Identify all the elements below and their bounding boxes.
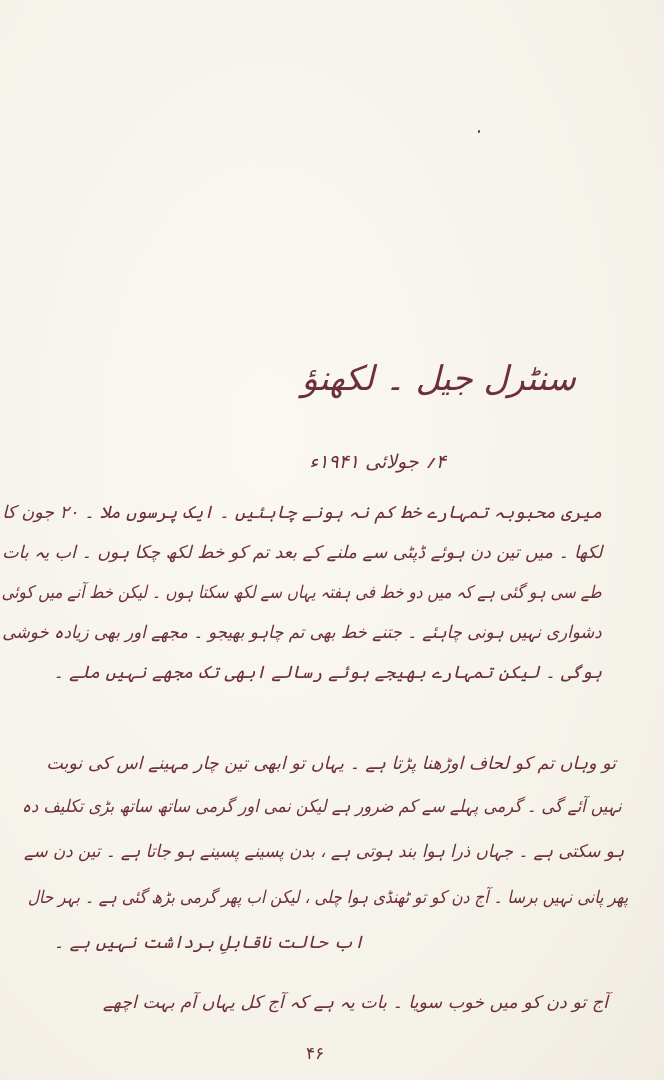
text-line: نہیں آئے گی ۔ گرمی پہلے سے کم ضرور ہے لیکن نمی اور گرمی ساتھ ساتھ بڑی تکلیف دہ xyxy=(22,797,622,817)
text-line: دشواری نہیں ہونی چاہئے ۔ جتنے خط بھی تم چاہو بھیجو ۔ مجھے اور بھی زیادہ خوشی xyxy=(2,623,602,643)
text-line: ہو سکتی ہے ۔ جہاں ذرا ہوا بند ہوتی ہے ، بدن پسینے پسینے ہو جاتا ہے ۔ تین دن سے xyxy=(23,842,624,862)
text-line: لکھا ۔ میں تین دن ہوئے ڈپٹی سے ملنے کے بعد تم کو خط لکھ چکا ہوں ۔ اب یہ بات xyxy=(1,543,602,563)
text-line: تو وہاں تم کو لحاف اوڑھنا پڑتا ہے ۔ یہاں تو ابھی تین چار مہینے اس کی نوبت xyxy=(46,754,616,774)
text-line: ہوگی ۔ لیکن تمہارے بھیجے ہوئے رسالے ابھی تک مجھے نہیں ملے ۔ xyxy=(53,663,602,683)
text-line: میری محبوبہ تمہارے خط کم نہ ہونے چاہئیں ۔ ایک پرسوں ملا ۔ ۲۰ جون کا xyxy=(2,503,602,523)
text-line: پھر پانی نہیں برسا ۔ آج دن کو تو ٹھنڈی ہوا چلی ، لیکن اب پھر گرمی بڑھ گئی ہے ۔ بہر حال xyxy=(27,888,628,908)
text-line: آج تو دن کو میں خوب سویا ۔ بات یہ ہے کہ آج کل یہاں آم بہت اچھے xyxy=(102,993,608,1013)
text-line: طے سی ہو گئی ہے کہ میں دو خط فی ہفتہ یہاں سے لکھ سکتا ہوں ۔ لیکن خط آنے میں کوئی xyxy=(2,583,602,603)
text-line: اب حالت ناقابلِ برداشت نہیں ہے ۔ xyxy=(53,933,364,953)
ink-speck xyxy=(478,130,480,133)
letter-heading: سنٹرل جیل ۔ لکھنؤ xyxy=(301,359,576,399)
letter-date: ۴؍ جولائی ۱۹۴۱ء xyxy=(309,451,446,473)
page-number: ۴۶ xyxy=(306,1044,325,1064)
